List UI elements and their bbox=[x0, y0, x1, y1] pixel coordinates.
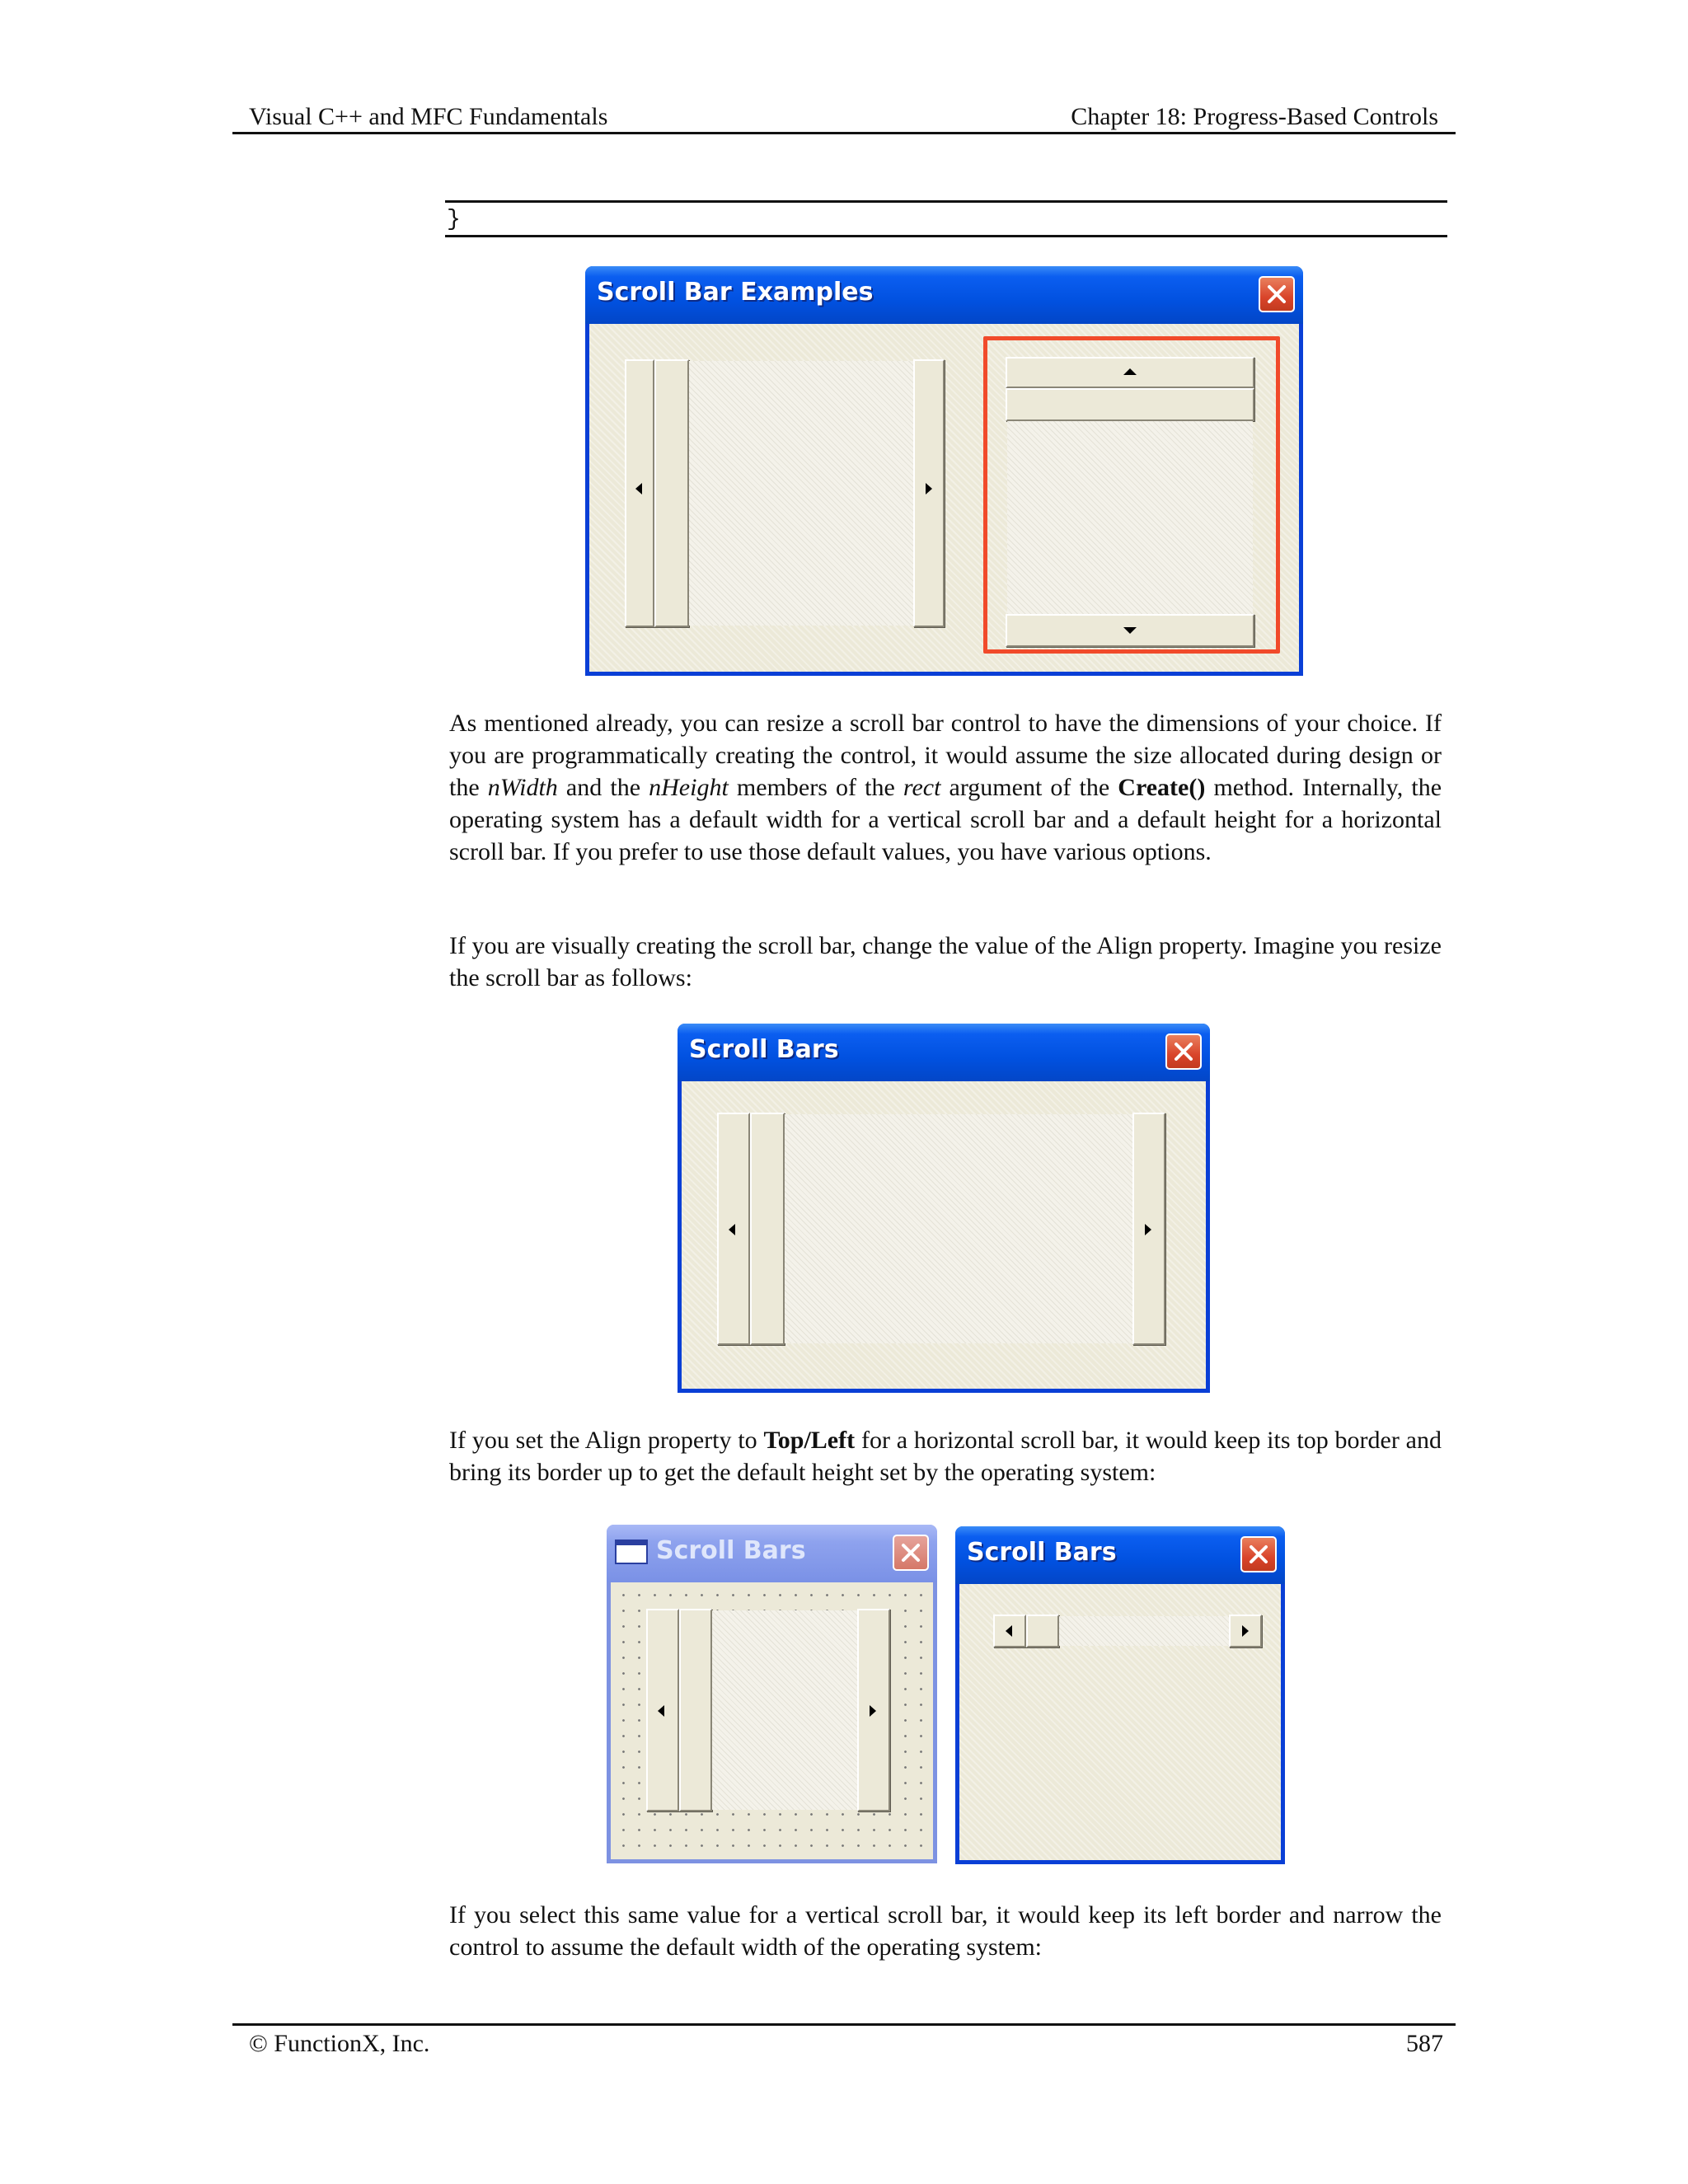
text-run: As mentioned already, you can resize a scroll bar control to have the dimensions of your choice. If you are programmatically creating the control, it would assume the size allocated during design or the bbox=[449, 710, 1442, 801]
scroll-bars-runtime-window bbox=[955, 1526, 1285, 1864]
window-client-area bbox=[959, 1584, 1281, 1860]
scroll-thumb[interactable] bbox=[750, 1113, 785, 1345]
window-titlebar[interactable] bbox=[585, 266, 1303, 324]
running-header-left: Visual C++ and MFC Fundamentals bbox=[249, 103, 608, 130]
close-button[interactable] bbox=[893, 1535, 929, 1571]
right-arrow-icon bbox=[870, 1705, 876, 1717]
nheight-term: nHeight bbox=[649, 774, 729, 801]
close-button[interactable] bbox=[1240, 1536, 1277, 1572]
nwidth-term: nWidth bbox=[487, 774, 558, 801]
scroll-left-button[interactable] bbox=[717, 1113, 750, 1345]
window-titlebar[interactable] bbox=[955, 1526, 1285, 1584]
paragraph-align: If you are visually creating the scroll bar, change the value of the Align property. Imagine you resize the scroll bar as follows: bbox=[449, 932, 1442, 991]
scroll-right-button[interactable] bbox=[1132, 1113, 1165, 1345]
close-button[interactable] bbox=[1259, 276, 1295, 312]
text-run: members of the bbox=[728, 774, 903, 801]
left-arrow-icon bbox=[729, 1224, 735, 1235]
right-arrow-icon bbox=[926, 483, 932, 494]
close-button[interactable] bbox=[1165, 1033, 1202, 1070]
close-icon bbox=[1267, 284, 1287, 304]
footer-copyright: © FunctionX, Inc. bbox=[249, 2030, 430, 2057]
window-title: Scroll Bars bbox=[689, 1035, 839, 1064]
right-arrow-icon bbox=[1242, 1625, 1249, 1637]
close-icon bbox=[901, 1543, 921, 1563]
create-method-term: Create() bbox=[1118, 774, 1206, 801]
scroll-track[interactable] bbox=[689, 361, 913, 626]
scroll-right-button[interactable] bbox=[1229, 1615, 1262, 1647]
scroll-track[interactable] bbox=[785, 1114, 1132, 1343]
window-title: Scroll Bars bbox=[656, 1536, 806, 1565]
scroll-up-button[interactable] bbox=[1006, 357, 1254, 388]
scroll-right-button[interactable] bbox=[913, 359, 945, 627]
scroll-left-button[interactable] bbox=[993, 1615, 1026, 1647]
text-run: and the bbox=[557, 774, 649, 801]
paragraph-top-left bbox=[449, 1424, 1442, 1488]
page-number: 587 bbox=[1406, 2030, 1443, 2057]
scroll-bars-design-window bbox=[607, 1525, 937, 1863]
footer-rule bbox=[232, 2023, 1456, 2026]
window-client-area bbox=[589, 324, 1299, 672]
window-app-icon bbox=[615, 1540, 648, 1564]
rect-term: rect bbox=[903, 774, 941, 801]
scroll-bar-examples-window bbox=[585, 266, 1303, 676]
down-arrow-icon bbox=[1123, 627, 1137, 634]
right-arrow-icon bbox=[1145, 1224, 1151, 1235]
text-run: method. Internally, the operating system has a default width for a vertical scroll bar and a default height for a horizontal scroll bar. If you prefer to use those default values, you have various options. bbox=[449, 774, 1442, 865]
dialog-design-grid bbox=[611, 1582, 933, 1859]
header-rule bbox=[232, 132, 1456, 134]
window-client-area bbox=[682, 1081, 1206, 1389]
scroll-down-button[interactable] bbox=[1006, 614, 1254, 647]
scroll-thumb[interactable] bbox=[654, 359, 689, 627]
up-arrow-icon bbox=[1123, 368, 1137, 375]
paragraph-vertical: If you select this same value for a vertical scroll bar, it would keep its left border and narrow the control to assume the default width of the operating system: bbox=[449, 1901, 1442, 1961]
window-title: Scroll Bar Examples bbox=[597, 278, 874, 307]
code-line: } bbox=[447, 207, 461, 232]
paragraph-resize bbox=[449, 707, 1442, 868]
left-arrow-icon bbox=[1006, 1625, 1012, 1637]
window-titlebar[interactable] bbox=[607, 1525, 937, 1582]
scroll-track-vertical[interactable] bbox=[1007, 421, 1253, 614]
scroll-track[interactable] bbox=[1059, 1616, 1229, 1646]
code-top-rule bbox=[445, 200, 1447, 203]
close-icon bbox=[1249, 1544, 1268, 1564]
left-arrow-icon bbox=[658, 1705, 664, 1717]
scroll-right-button[interactable] bbox=[857, 1609, 890, 1811]
text-run: for a horizontal scroll bar, it would keep its top border and bring its border up to get the default height set by the operating system: bbox=[449, 1427, 1442, 1486]
close-icon bbox=[1174, 1042, 1193, 1062]
window-title: Scroll Bars bbox=[967, 1538, 1117, 1567]
scroll-thumb[interactable] bbox=[679, 1609, 712, 1811]
scroll-track[interactable] bbox=[712, 1610, 857, 1810]
top-left-term: Top/Left bbox=[763, 1427, 856, 1454]
text-run: If you set the Align property to bbox=[449, 1427, 764, 1454]
window-titlebar[interactable] bbox=[678, 1024, 1210, 1081]
scroll-left-button[interactable] bbox=[646, 1609, 679, 1811]
code-bottom-rule bbox=[445, 235, 1447, 237]
running-header-right: Chapter 18: Progress-Based Controls bbox=[1071, 103, 1438, 130]
scroll-bars-window-resized bbox=[678, 1024, 1210, 1393]
scroll-left-button[interactable] bbox=[625, 359, 654, 627]
scroll-thumb-vertical[interactable] bbox=[1006, 388, 1254, 421]
left-arrow-icon bbox=[635, 483, 642, 494]
scroll-thumb[interactable] bbox=[1026, 1615, 1059, 1647]
text-run: argument of the bbox=[940, 774, 1118, 801]
